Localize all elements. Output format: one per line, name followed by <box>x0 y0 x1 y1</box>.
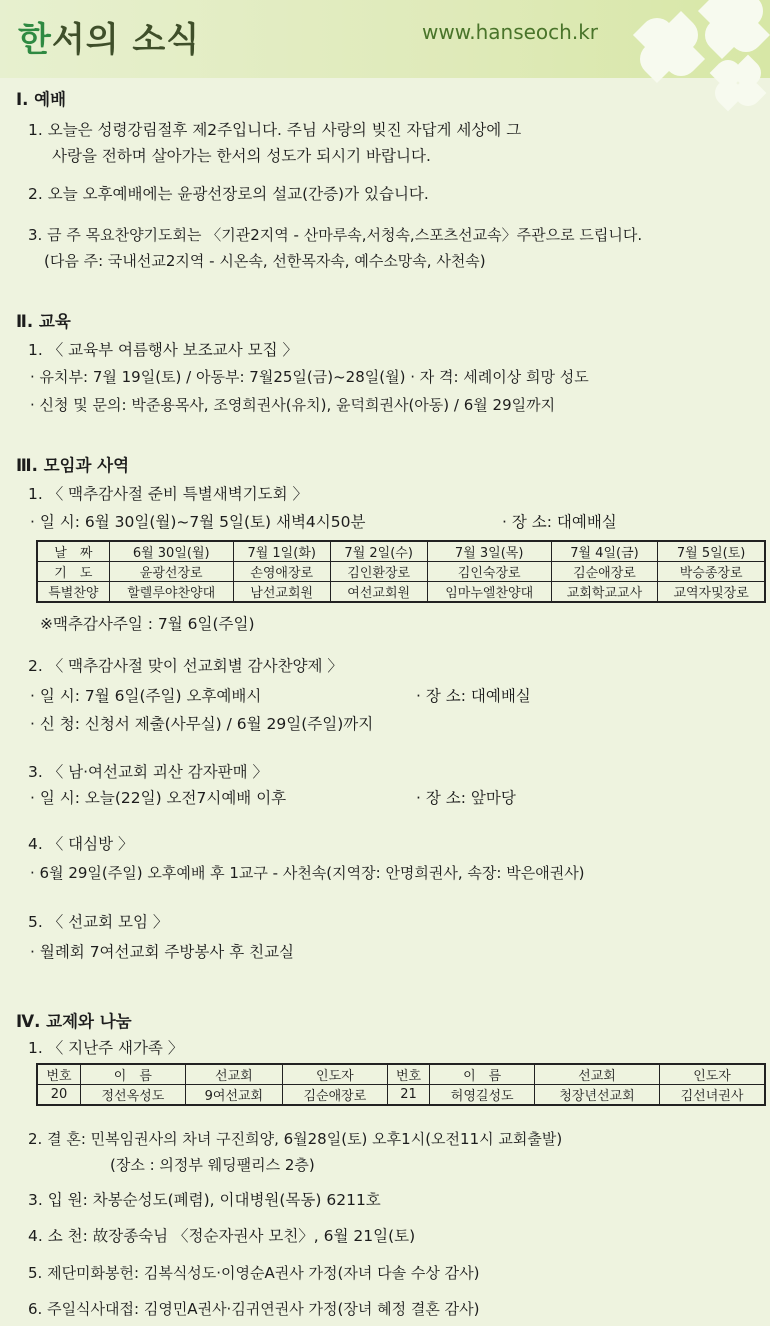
table-cell: 9여선교회 <box>185 1085 283 1106</box>
gathering-line-2b: · 장 소: 대예배실 <box>502 513 617 531</box>
fellowship-line-6: 5. 제단미화봉헌: 김복식성도·이영순A권사 가정(자녀 다솔 수상 감사) <box>28 1264 480 1282</box>
gathering-line-10: 5. 〈 선교회 모임 〉 <box>28 913 169 931</box>
worship-line-2: 사랑을 전하며 살아가는 한서의 성도가 되시기 바랍니다. <box>52 147 431 165</box>
table-cell: 20 <box>37 1085 81 1106</box>
table-row <box>37 582 765 603</box>
fellowship-line-4: 3. 입 원: 차봉순성도(폐렴), 이대병원(목동) 6211호 <box>28 1191 381 1209</box>
gathering-line-9: · 6월 29일(주일) 오후예배 후 1교구 - 사천속(지역장: 안명희권사, 속장: 박은애권사) <box>30 864 585 882</box>
gathering-line-2a: · 일 시: 6월 30일(월)~7월 5일(토) 새벽4시50분 <box>30 513 366 531</box>
gathering-line-8: 4. 〈 대심방 〉 <box>28 835 134 853</box>
education-line-2: · 유치부: 7월 19일(토) / 아동부: 7월25일(금)~28일(월) · 자 격: 세례이상 희망 성도 <box>30 368 589 386</box>
education-line-1: 1. 〈 교육부 여름행사 보조교사 모집 〉 <box>28 341 299 359</box>
table-cell: 할렐루야찬양대 <box>109 582 233 603</box>
gathering-line-7a: · 일 시: 오늘(22일) 오전7시예배 이후 <box>30 789 287 807</box>
clover-icon <box>640 18 700 78</box>
table-cell: 7월 2일(수) <box>330 541 427 562</box>
table-cell: 7월 4일(금) <box>551 541 658 562</box>
gathering-line-7b: · 장 소: 앞마당 <box>416 789 516 807</box>
table-header-cell: 번호 <box>37 1064 81 1085</box>
clover-icon <box>705 0 765 54</box>
section-heading-gathering: Ⅲ. 모임과 사역 <box>16 456 130 475</box>
section-heading-education: Ⅱ. 교육 <box>16 312 71 331</box>
table-row <box>37 1064 765 1085</box>
table-cell: 임마누엘찬양대 <box>427 582 551 603</box>
table-cell: 김순애장로 <box>551 562 658 582</box>
table-cell: 김순애장로 <box>283 1085 388 1106</box>
table-cell: 교역자및장로 <box>658 582 765 603</box>
table-cell: 손영애장로 <box>233 562 330 582</box>
worship-line-5: (다음 주: 국내선교2지역 - 시온속, 선한목자속, 예수소망속, 사천속) <box>44 252 486 270</box>
table-cell: 김인숙장로 <box>427 562 551 582</box>
table-cell: 김인환장로 <box>330 562 427 582</box>
fellowship-line-7: 6. 주일식사대접: 김영민A권사·김귀연권사 가정(장녀 혜정 결혼 감사) <box>28 1300 480 1318</box>
table-cell: 청장년선교회 <box>534 1085 659 1106</box>
table-cell: 윤광선장로 <box>109 562 233 582</box>
table-header-cell: 이 름 <box>81 1064 186 1085</box>
clover-icon <box>715 60 765 110</box>
table-cell: 남선교회원 <box>233 582 330 603</box>
table-row <box>37 562 765 582</box>
gathering-line-4b: · 장 소: 대예배실 <box>416 687 531 705</box>
fellowship-line-2: 2. 결 혼: 민복임권사의 차녀 구진희양, 6월28일(토) 오후1시(오전11시 교회출발) <box>28 1130 563 1148</box>
table-row <box>37 1085 765 1106</box>
table-header-cell: 인도자 <box>660 1064 765 1085</box>
table-header-cell: 이 름 <box>430 1064 535 1085</box>
table-cell: 박승종장로 <box>658 562 765 582</box>
table-header-cell: 선교회 <box>185 1064 283 1085</box>
table-header-cell: 번호 <box>387 1064 430 1085</box>
table-cell: 김선녀권사 <box>660 1085 765 1106</box>
fellowship-line-3: (장소 : 의정부 웨딩팰리스 2층) <box>110 1156 315 1174</box>
table-cell: 21 <box>387 1085 430 1106</box>
section-heading-worship: Ⅰ. 예배 <box>16 90 67 109</box>
table-cell: 7월 5일(토) <box>658 541 765 562</box>
website-url[interactable]: www.hanseoch.kr <box>422 20 598 44</box>
gathering-line-5: · 신 청: 신청서 제출(사무실) / 6월 29일(주일)까지 <box>30 715 374 733</box>
table-cell: 7월 3일(목) <box>427 541 551 562</box>
newcomer-table <box>36 1063 766 1106</box>
table-cell: 기 도 <box>37 562 109 582</box>
gathering-line-3: 2. 〈 맥추감사절 맞이 선교회별 감사찬양제 〉 <box>28 657 343 675</box>
table-cell: 특별찬양 <box>37 582 109 603</box>
gathering-note: ※맥추감사주일 : 7월 6일(주일) <box>40 615 255 633</box>
worship-line-3: 2. 오늘 오후예배에는 윤광선장로의 설교(간증)가 있습니다. <box>28 185 429 203</box>
worship-line-1: 1. 오늘은 성령강림절후 제2주입니다. 주님 사랑의 빚진 자답게 세상에 그 <box>28 121 522 139</box>
table-cell: 7월 1일(화) <box>233 541 330 562</box>
table-header-cell: 선교회 <box>534 1064 659 1085</box>
gathering-line-11: · 월례회 7여선교회 주방봉사 후 친교실 <box>30 943 295 961</box>
table-row <box>37 541 765 562</box>
education-line-3: · 신청 및 문의: 박준용목사, 조영희권사(유치), 윤덕희권사(아동) / 6월 29일까지 <box>30 396 556 414</box>
gathering-line-4a: · 일 시: 7월 6일(주일) 오후예배시 <box>30 687 262 705</box>
worship-line-4: 3. 금 주 목요찬양기도회는 〈기관2지역 - 산마루속,서청속,스포츠선교속〉주관으로 드립니다. <box>28 226 643 244</box>
table-cell: 허영길성도 <box>430 1085 535 1106</box>
section-heading-fellowship: Ⅳ. 교제와 나눔 <box>16 1012 132 1031</box>
fellowship-line-5: 4. 소 천: 故장종숙님 〈정순자권사 모친〉, 6월 21일(토) <box>28 1227 416 1245</box>
table-header-cell: 인도자 <box>283 1064 388 1085</box>
header-banner <box>0 0 770 78</box>
prayer-schedule-table <box>36 540 766 603</box>
newsletter-title: 한서의 소식 <box>18 20 201 60</box>
table-cell: 날 짜 <box>37 541 109 562</box>
table-cell: 여선교회원 <box>330 582 427 603</box>
table-cell: 교회학교교사 <box>551 582 658 603</box>
table-cell: 6월 30일(월) <box>109 541 233 562</box>
gathering-line-1: 1. 〈 맥추감사절 준비 특별새벽기도회 〉 <box>28 485 309 503</box>
gathering-line-6: 3. 〈 남·여선교회 괴산 감자판매 〉 <box>28 763 269 781</box>
fellowship-line-1: 1. 〈 지난주 새가족 〉 <box>28 1039 184 1057</box>
table-cell: 정선옥성도 <box>81 1085 186 1106</box>
